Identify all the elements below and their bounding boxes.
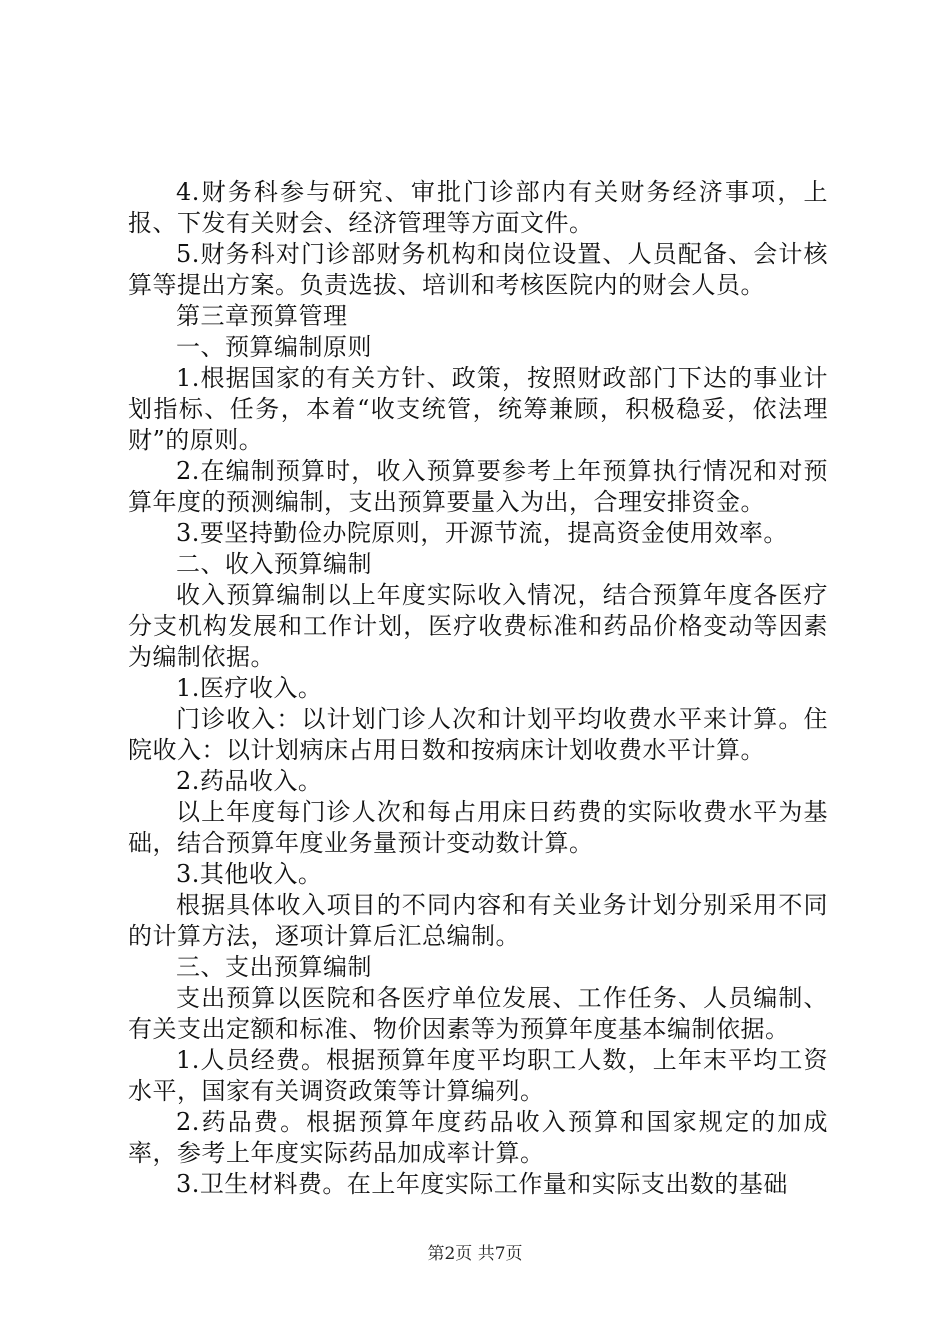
- section-heading: 一、预算编制原则: [176, 333, 372, 361]
- paragraph: 根据具体收入项目的不同内容和有关业务计划分别采用不同的计算方法，逐项计算后汇总编制。: [128, 891, 828, 950]
- paragraph: 1.人员经费。根据预算年度平均职工人数，上年末平均工资水平，国家有关调资政策等计算编列。: [128, 1046, 828, 1105]
- paragraph: 3.卫生材料费。在上年度实际工作量和实际支出数的基础: [176, 1170, 788, 1198]
- section-heading: 三、支出预算编制: [176, 953, 372, 981]
- page-number-footer: 第2页 共7页: [427, 1244, 523, 1264]
- paragraph: 2.药品费。根据预算年度药品收入预算和国家规定的加成率，参考上年度实际药品加成率计算。: [128, 1108, 828, 1167]
- list-item: 1.医疗收入。: [176, 674, 323, 702]
- list-item: 2.药品收入。: [176, 767, 323, 795]
- paragraph: 以上年度每门诊人次和每占用床日药费的实际收费水平为基础，结合预算年度业务量预计变动数计算。: [128, 798, 828, 857]
- document-body: [128, 177, 828, 1200]
- paragraph: 5.财务科对门诊部财务机构和岗位设置、人员配备、会计核算等提出方案。负责选拔、培训和考核医院内的财会人员。: [128, 240, 828, 299]
- paragraph: 4.财务科参与研究、审批门诊部内有关财务经济事项，上报、下发有关财会、经济管理等方面文件。: [128, 178, 828, 237]
- chapter-heading: 第三章预算管理: [176, 302, 348, 330]
- paragraph: 2.在编制预算时，收入预算要参考上年预算执行情况和对预算年度的预测编制，支出预算要量入为出，合理安排资金。: [128, 457, 828, 516]
- paragraph: 3.要坚持勤俭办院原则，开源节流，提高资金使用效率。: [176, 519, 788, 547]
- section-heading: 二、收入预算编制: [176, 550, 372, 578]
- paragraph: 支出预算以医院和各医疗单位发展、工作任务、人员编制、有关支出定额和标准、物价因素等为预算年度基本编制依据。: [128, 984, 828, 1043]
- paragraph: 1.根据国家的有关方针、政策，按照财政部门下达的事业计划指标、任务，本着“收支统管，统筹兼顾，积极稳妥，依法理财”的原则。: [128, 364, 828, 454]
- list-item: 3.其他收入。: [176, 860, 323, 888]
- paragraph: 门诊收入：以计划门诊人次和计划平均收费水平来计算。住院收入：以计划病床占用日数和按病床计划收费水平计算。: [128, 705, 828, 764]
- paragraph: 收入预算编制以上年度实际收入情况，结合预算年度各医疗分支机构发展和工作计划，医疗收费标准和药品价格变动等因素为编制依据。: [128, 581, 828, 671]
